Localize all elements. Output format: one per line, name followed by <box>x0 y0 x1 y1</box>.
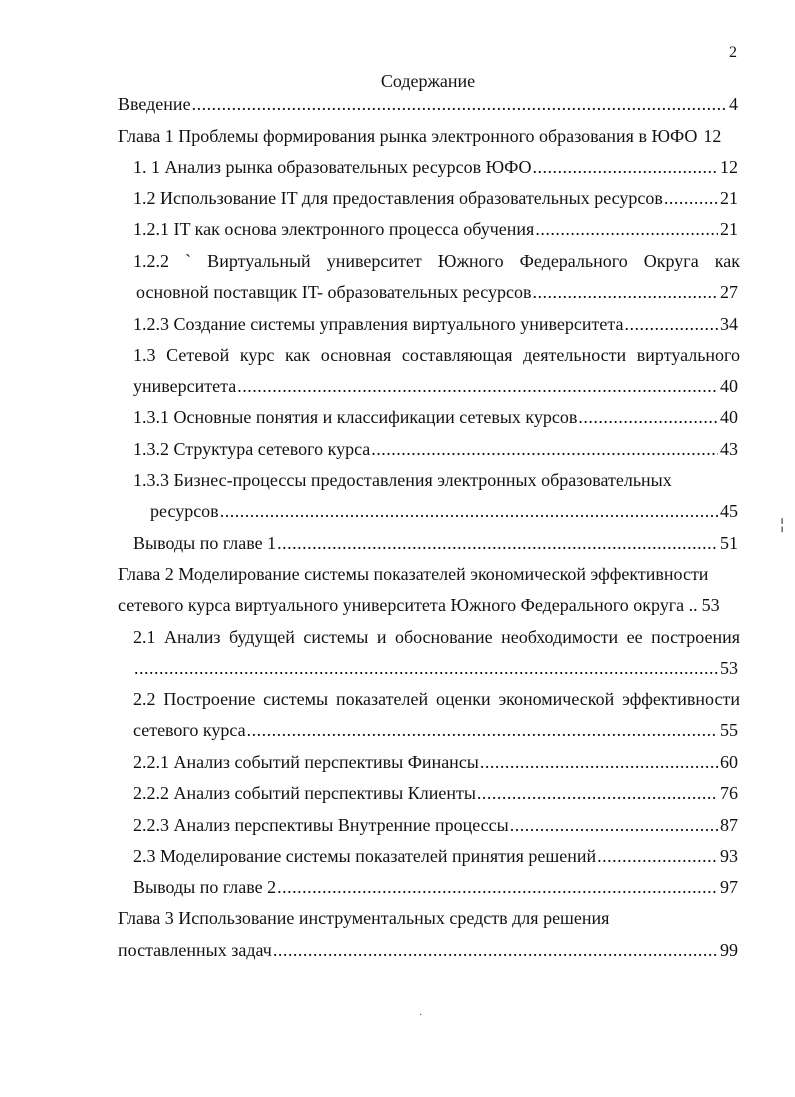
leader-dots <box>532 280 718 304</box>
toc-entry[interactable] <box>133 217 738 241</box>
toc-entry-page: 55 <box>720 720 738 740</box>
toc-entry-text: 2.2.2 Анализ событий перспективы Клиенты <box>133 783 476 803</box>
toc-entry-text: 1.3.2 Структура сетевого курса <box>133 439 371 459</box>
toc-entry-page: 21 <box>720 219 738 239</box>
leader-dots <box>237 374 718 398</box>
leader-dots <box>578 405 718 429</box>
toc-entry-text: сетевого курса виртуального университета Южного Федерального округа .. <box>118 595 698 615</box>
toc-entry-line1[interactable]: 2.1 Анализ будущей системы и обоснование необходимости ее построения <box>133 627 740 647</box>
leader-dots <box>192 92 727 116</box>
scan-artifact-mark: ╎ <box>778 519 787 534</box>
toc-entry-text: 1.2 Использование IT для предоставления образовательных ресурсов <box>133 188 663 208</box>
toc-entry[interactable] <box>133 437 738 461</box>
toc-entry-line1[interactable] <box>118 562 740 586</box>
leader-dots <box>535 217 718 241</box>
toc-entry-line1[interactable] <box>133 468 740 492</box>
toc-entry-page: 21 <box>720 188 738 208</box>
leader-dots <box>664 186 718 210</box>
toc-entry[interactable] <box>150 499 738 523</box>
toc-entry[interactable] <box>133 405 738 429</box>
toc-title: Содержание <box>380 71 476 91</box>
toc-entry-text: Выводы по главе 2 <box>133 877 277 897</box>
leader-dots <box>597 844 718 868</box>
toc-entry-text: 1. 1 Анализ рынка образовательных ресурсов ЮФО <box>133 157 532 177</box>
toc-entry-page: 76 <box>720 783 738 803</box>
toc-entry-text: сетевого курса <box>133 720 246 740</box>
toc-entry[interactable] <box>133 875 738 899</box>
leader-dots <box>624 312 718 336</box>
toc-entry-text: 1.3.1 Основные понятия и классификации сетевых курсов <box>133 407 578 427</box>
toc-entry-text: 2.3 Моделирование системы показателей принятия решений <box>133 846 597 866</box>
toc-entry-text: Выводы по главе 1 <box>133 533 277 553</box>
toc-entry-text: Глава 1 Проблемы формирования рынка электронного образования в ЮФО <box>118 126 698 146</box>
toc-entry-page: 53 <box>720 658 738 678</box>
toc-entry-page: 4 <box>729 94 738 114</box>
toc-entry-page: 40 <box>720 376 738 396</box>
toc-entry[interactable] <box>133 155 738 179</box>
toc-entry[interactable] <box>133 781 738 805</box>
leader-dots <box>533 155 718 179</box>
toc-entry[interactable] <box>118 92 738 116</box>
toc-entry-text: Глава 3 Использование инструментальных средств для решения <box>118 908 610 928</box>
toc-entry-text: ресурсов <box>150 501 219 521</box>
page-number: 2 <box>729 44 737 61</box>
leader-dots <box>273 938 718 962</box>
toc-entry-page: 34 <box>720 314 738 334</box>
toc-entry-page: 40 <box>720 407 738 427</box>
toc-entry-line1[interactable]: 1.2.2 ` Виртуальный университет Южного Федерального Округа как <box>133 251 740 271</box>
toc-entry-text: поставленных задач <box>118 940 272 960</box>
toc-entry-text: университета <box>133 376 237 396</box>
scan-artifact-dot: · <box>419 1010 423 1021</box>
toc-entry-text: 1.3.3 Бизнес-процессы предоставления электронных образовательных <box>133 470 672 490</box>
leader-dots <box>480 750 718 774</box>
toc-entry[interactable] <box>133 656 738 680</box>
leader-dots <box>477 781 718 805</box>
toc-entry-page: 99 <box>720 940 738 960</box>
toc-entry-page: 53 <box>701 595 720 615</box>
toc-entry-text: Введение <box>118 94 191 114</box>
leader-dots <box>277 531 718 555</box>
toc-entry-text: основной поставщик IT- образовательных ресурсов <box>136 282 532 302</box>
toc-entry[interactable] <box>133 312 738 336</box>
leader-dots <box>371 437 718 461</box>
toc-entry-line1[interactable] <box>118 906 740 930</box>
toc-entry-page: 45 <box>720 501 738 521</box>
toc-entry-text: 1.2.3 Создание системы управления виртуального университета <box>133 314 624 334</box>
toc-entry[interactable] <box>133 844 738 868</box>
toc-entry-text: Глава 2 Моделирование системы показателей экономической эффективности <box>118 564 709 584</box>
leader-dots <box>220 499 718 523</box>
toc-entry[interactable] <box>118 938 738 962</box>
toc-entry-page: 12 <box>720 157 738 177</box>
leader-dots <box>134 656 718 680</box>
toc-entry-text: 2.2.1 Анализ событий перспективы Финансы <box>133 752 479 772</box>
toc-entry-page: 87 <box>720 815 738 835</box>
toc-entry[interactable] <box>133 186 738 210</box>
leader-dots <box>247 718 718 742</box>
leader-dots <box>277 875 718 899</box>
toc-entry-line1[interactable]: 2.2 Построение системы показателей оценки экономической эффективности <box>133 689 740 709</box>
toc-entry[interactable] <box>133 750 738 774</box>
toc-entry-page: 12 <box>703 126 722 146</box>
toc-entry[interactable] <box>118 593 738 617</box>
leader-dots <box>510 813 718 837</box>
toc-entry[interactable] <box>136 280 738 304</box>
toc-entry-page: 43 <box>720 439 738 459</box>
toc-entry[interactable] <box>118 124 740 148</box>
toc-entry-page: 97 <box>720 877 738 897</box>
toc-entry-page: 27 <box>720 282 738 302</box>
toc-entry-page: 60 <box>720 752 738 772</box>
toc-entry-line1[interactable]: 1.3 Сетевой курс как основная составляющая деятельности виртуального <box>133 345 740 365</box>
toc-entry[interactable] <box>133 718 738 742</box>
toc-entry-page: 51 <box>720 533 738 553</box>
toc-entry-text: 1.2.1 IT как основа электронного процесса обучения <box>133 219 535 239</box>
toc-entry[interactable] <box>133 813 738 837</box>
toc-entry-text: 2.2.3 Анализ перспективы Внутренние процессы <box>133 815 509 835</box>
toc-entry[interactable] <box>133 531 738 555</box>
toc-entry-page: 93 <box>720 846 738 866</box>
toc-entry[interactable] <box>133 374 738 398</box>
